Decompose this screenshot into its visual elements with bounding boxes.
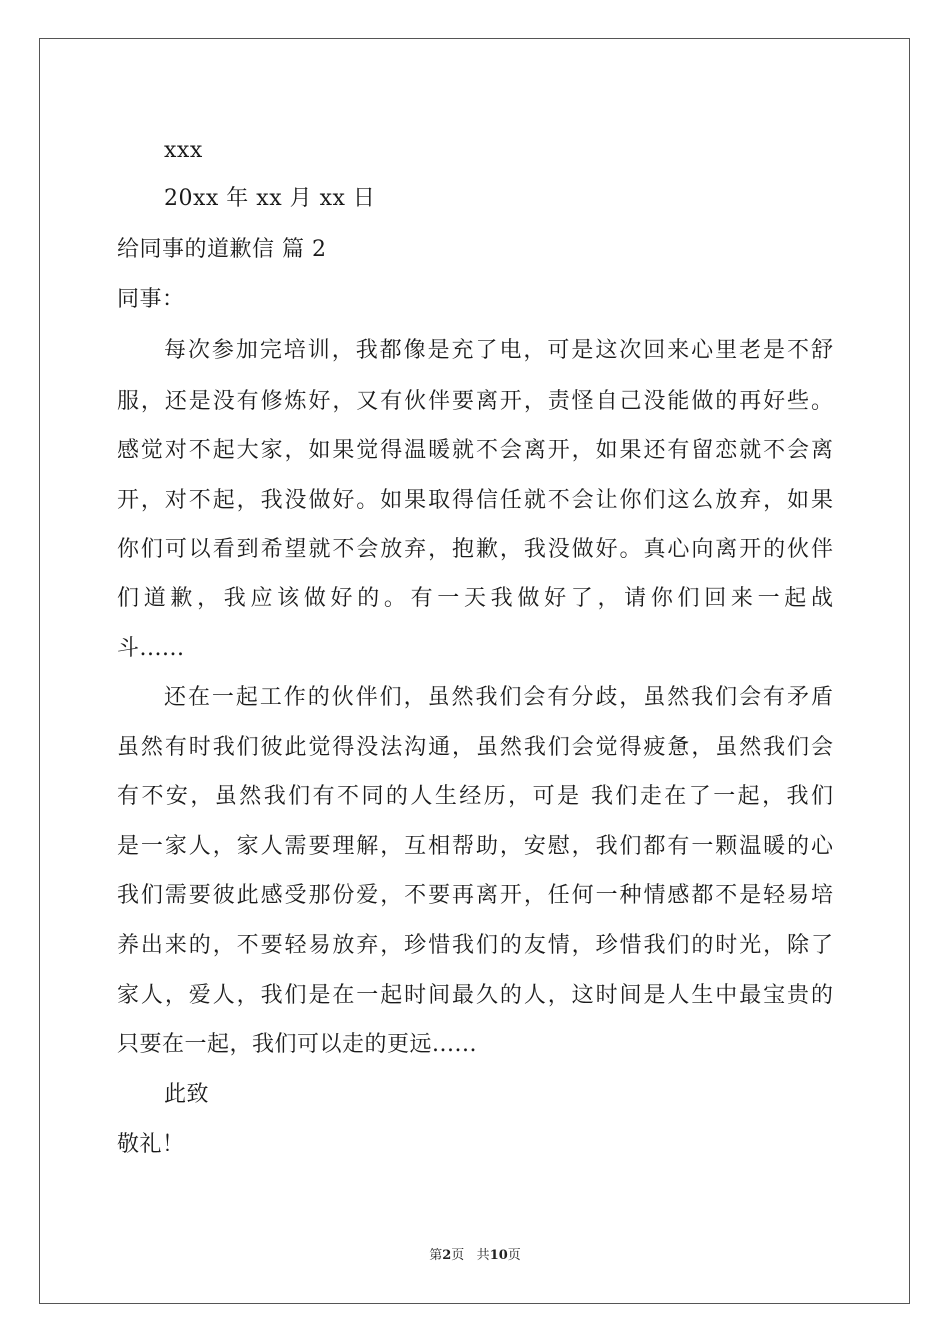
paragraph-1-line: 感觉对不起大家，如果觉得温暖就不会离开，如果还有留恋就不会离 (117, 438, 833, 463)
paragraph-1-line: 每次参加完培训，我都像是充了电，可是这次回来心里老是不舒 (164, 338, 833, 363)
paragraph-2-line: 是一家人，家人需要理解，互相帮助，安慰，我们都有一颗温暖的心 (117, 834, 833, 859)
footer-page-suffix: 页 (451, 1248, 465, 1263)
footer-total-prefix: 共 (476, 1248, 490, 1263)
footer-page-number: 2 (442, 1248, 452, 1263)
page-border (39, 38, 910, 1304)
paragraph-2-line: 只要在一起，我们可以走的更远...... (117, 1032, 477, 1057)
closing: 此致 (164, 1082, 210, 1107)
footer-total-pages: 10 (489, 1248, 508, 1263)
paragraph-1-line: 服，还是没有修炼好，又有伙伴要离开，责怪自己没能做的再好些。 (117, 389, 833, 414)
paragraph-1-line: 你们可以看到希望就不会放弃，抱歉，我没做好。真心向离开的伙伴 (117, 537, 833, 562)
paragraph-2-line: 我们需要彼此感受那份爱，不要再离开，任何一种情感都不是轻易培 (117, 883, 833, 908)
section-title: 给同事的道歉信 篇 2 (117, 237, 327, 262)
paragraph-2-line: 养出来的，不要轻易放弃，珍惜我们的友情，珍惜我们的时光，除了 (117, 933, 833, 958)
signature: xxx (164, 138, 203, 163)
date: 20xx 年 xx 月 xx 日 (164, 186, 376, 211)
paragraph-1-line: 们道歉，我应该做好的。有一天我做好了，请你们回来一起战 (117, 586, 833, 611)
salutation: 同事： (117, 287, 185, 312)
paragraph-2-line: 虽然有时我们彼此觉得没法沟通，虽然我们会觉得疲惫，虽然我们会 (117, 735, 833, 760)
paragraph-2-line: 有不安，虽然我们有不同的人生经历，可是 我们走在了一起，我们 (117, 784, 833, 809)
page-footer (0, 1247, 950, 1265)
footer-total-suffix: 页 (507, 1248, 521, 1263)
paragraph-1-line: 斗...... (117, 636, 185, 661)
paragraph-2-line: 还在一起工作的伙伴们，虽然我们会有分歧，虽然我们会有矛盾 (164, 685, 833, 710)
footer-prefix: 第 (429, 1248, 443, 1263)
paragraph-2-line: 家人，爱人，我们是在一起时间最久的人，这时间是人生中最宝贵的 (117, 983, 833, 1008)
regards: 敬礼！ (117, 1132, 185, 1157)
paragraph-1-line: 开，对不起，我没做好。如果取得信任就不会让你们这么放弃，如果 (117, 488, 833, 513)
